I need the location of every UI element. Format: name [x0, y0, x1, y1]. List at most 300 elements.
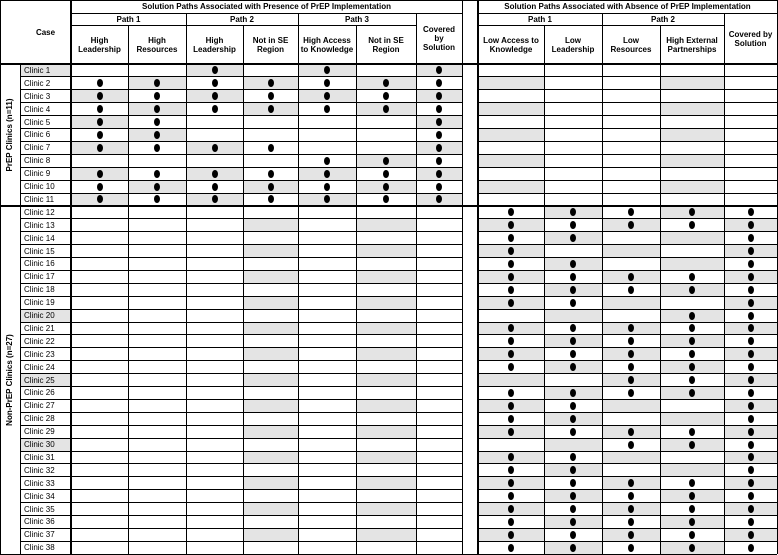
membership-dot — [748, 376, 754, 384]
shaded-cell — [660, 154, 724, 167]
shaded-cell — [356, 503, 416, 516]
membership-dot — [508, 363, 514, 371]
table-left-border — [0, 0, 1, 554]
membership-dot — [570, 518, 576, 526]
membership-dot — [748, 312, 754, 320]
membership-dot — [748, 350, 754, 358]
shaded-cell — [660, 412, 724, 425]
row-line — [20, 386, 462, 387]
membership-dot — [508, 234, 514, 242]
row-line — [478, 89, 777, 90]
membership-dot — [436, 79, 442, 87]
membership-dot — [212, 92, 218, 100]
row-line — [20, 89, 462, 90]
membership-dot — [508, 337, 514, 345]
membership-dot — [97, 105, 103, 113]
row-line — [20, 463, 462, 464]
table-top-border — [0, 0, 777, 1]
row-line — [20, 322, 462, 323]
membership-dot — [628, 441, 634, 449]
case-label: Clinic 6 — [24, 130, 51, 140]
row-line — [478, 412, 777, 413]
membership-dot — [436, 105, 442, 113]
row-line — [20, 283, 462, 284]
membership-dot — [154, 170, 160, 178]
row-line — [478, 515, 777, 516]
row-line — [478, 451, 777, 452]
shaded-cell — [243, 296, 298, 309]
left-column-header: Not in SE Region — [252, 35, 289, 54]
membership-dot — [383, 92, 389, 100]
case-label: Clinic 34 — [24, 491, 55, 501]
grid-line — [356, 25, 357, 554]
membership-dot — [268, 195, 274, 203]
row-line — [478, 244, 777, 245]
row-line — [20, 489, 462, 490]
membership-dot — [570, 544, 576, 552]
shaded-cell — [478, 129, 544, 142]
row-line — [478, 541, 777, 542]
shaded-cell — [356, 270, 416, 283]
membership-dot — [748, 363, 754, 371]
right-column-header: Covered by Solution — [728, 29, 773, 48]
membership-dot — [689, 441, 695, 449]
row-line — [478, 167, 777, 168]
membership-dot — [508, 428, 514, 436]
membership-dot — [508, 208, 514, 216]
case-label: Clinic 18 — [24, 285, 55, 295]
row-line — [478, 528, 777, 529]
membership-dot — [689, 376, 695, 384]
row-line — [478, 502, 777, 503]
case-header: Case — [35, 27, 56, 37]
membership-dot — [570, 350, 576, 358]
shaded-cell — [356, 322, 416, 335]
shaded-cell — [660, 77, 724, 90]
case-label: Clinic 14 — [24, 233, 55, 243]
grid-line — [128, 25, 129, 554]
membership-dot — [628, 389, 634, 397]
shaded-cell — [243, 245, 298, 258]
shaded-cell — [243, 219, 298, 232]
membership-dot — [628, 363, 634, 371]
membership-dot — [570, 299, 576, 307]
row-line — [478, 218, 777, 219]
shaded-cell — [243, 528, 298, 541]
membership-dot — [570, 415, 576, 423]
case-label: Clinic 35 — [24, 504, 55, 514]
shaded-cell — [478, 180, 544, 193]
row-line — [20, 218, 462, 219]
shaded-cell — [243, 348, 298, 361]
membership-dot — [383, 157, 389, 165]
membership-dot — [689, 324, 695, 332]
membership-dot — [97, 79, 103, 87]
shaded-cell — [356, 245, 416, 258]
membership-dot — [436, 183, 442, 191]
row-line — [20, 141, 462, 142]
row-line — [478, 334, 777, 335]
non-prep-group-label: Non-PrEP Clinics (n=27) — [5, 334, 15, 426]
shaded-cell — [660, 464, 724, 477]
left-column-header: High Leadership — [193, 35, 236, 54]
shaded-cell — [660, 232, 724, 245]
row-line — [478, 309, 777, 310]
row-line — [20, 502, 462, 503]
shaded-cell — [602, 245, 660, 258]
membership-dot — [748, 389, 754, 397]
table-right-border — [777, 0, 778, 554]
case-label: Clinic 1 — [24, 65, 51, 75]
membership-dot — [154, 183, 160, 191]
row-line — [20, 373, 462, 374]
case-label: Clinic 8 — [24, 156, 51, 166]
case-label: Clinic 33 — [24, 478, 55, 488]
row-line — [20, 193, 462, 194]
membership-dot — [628, 273, 634, 281]
membership-dot — [97, 92, 103, 100]
row-line — [478, 476, 777, 477]
row-line — [478, 463, 777, 464]
row-line — [478, 257, 777, 258]
shaded-cell — [356, 477, 416, 490]
membership-dot — [570, 453, 576, 461]
row-line — [20, 154, 462, 155]
grid-line — [243, 25, 244, 554]
membership-dot — [570, 324, 576, 332]
row-line — [20, 115, 462, 116]
membership-dot — [324, 79, 330, 87]
membership-dot — [154, 118, 160, 126]
row-line — [20, 347, 462, 348]
shaded-cell — [660, 129, 724, 142]
membership-dot — [748, 221, 754, 229]
shaded-cell — [243, 477, 298, 490]
membership-dot — [748, 247, 754, 255]
row-line — [20, 180, 462, 181]
membership-dot — [689, 531, 695, 539]
shaded-cell — [478, 77, 544, 90]
case-label: Clinic 30 — [24, 440, 55, 450]
membership-dot — [436, 131, 442, 139]
membership-dot — [383, 183, 389, 191]
shaded-cell — [660, 103, 724, 116]
case-label: Clinic 13 — [24, 220, 55, 230]
membership-dot — [212, 105, 218, 113]
membership-dot — [748, 453, 754, 461]
membership-dot — [689, 389, 695, 397]
membership-dot — [628, 428, 634, 436]
shaded-cell — [356, 451, 416, 464]
row-line — [478, 115, 777, 116]
membership-dot — [570, 428, 576, 436]
membership-dot — [508, 286, 514, 294]
row-line — [20, 334, 462, 335]
row-line — [20, 102, 462, 103]
shaded-cell — [660, 258, 724, 271]
case-label: Clinic 17 — [24, 272, 55, 282]
membership-dot — [689, 428, 695, 436]
membership-dot — [212, 195, 218, 203]
membership-dot — [436, 170, 442, 178]
right-path-header: Path 1 — [527, 14, 552, 24]
membership-dot — [689, 518, 695, 526]
case-label: Clinic 37 — [24, 530, 55, 540]
membership-dot — [508, 247, 514, 255]
shaded-cell — [602, 451, 660, 464]
membership-dot — [97, 144, 103, 152]
membership-dot — [570, 505, 576, 513]
membership-dot — [748, 544, 754, 552]
membership-dot — [570, 531, 576, 539]
row-line — [478, 180, 777, 181]
membership-dot — [268, 183, 274, 191]
shaded-cell — [243, 451, 298, 464]
left-path-header: Path 3 — [344, 14, 369, 24]
row-line — [478, 154, 777, 155]
membership-dot — [748, 531, 754, 539]
membership-dot — [436, 118, 442, 126]
membership-dot — [628, 544, 634, 552]
membership-dot — [508, 492, 514, 500]
left-path-header: Path 2 — [229, 14, 254, 24]
membership-dot — [748, 324, 754, 332]
right-path-header: Path 2 — [650, 14, 675, 24]
row-line — [20, 231, 462, 232]
left-path-header: Path 1 — [116, 14, 141, 24]
case-label: Clinic 29 — [24, 427, 55, 437]
left-column-header: High Leadership — [78, 35, 121, 54]
row-line — [20, 257, 462, 258]
membership-dot — [570, 260, 576, 268]
shaded-cell — [544, 309, 602, 322]
membership-dot — [97, 195, 103, 203]
shaded-cell — [243, 425, 298, 438]
row-line — [478, 76, 777, 77]
row-line — [478, 296, 777, 297]
shaded-cell — [478, 374, 544, 387]
row-line — [20, 425, 462, 426]
membership-dot — [628, 286, 634, 294]
row-line — [20, 528, 462, 529]
membership-dot — [689, 544, 695, 552]
row-line — [20, 167, 462, 168]
row-line — [478, 347, 777, 348]
membership-dot — [508, 544, 514, 552]
case-label: Clinic 11 — [24, 194, 55, 204]
membership-dot — [383, 195, 389, 203]
shaded-cell — [356, 528, 416, 541]
membership-dot — [628, 492, 634, 500]
shaded-cell — [356, 219, 416, 232]
row-line — [20, 476, 462, 477]
membership-dot — [748, 466, 754, 474]
row-line — [20, 399, 462, 400]
membership-dot — [324, 105, 330, 113]
membership-dot — [689, 221, 695, 229]
grid-line — [544, 25, 545, 554]
case-label: Clinic 25 — [24, 375, 55, 385]
membership-dot — [508, 505, 514, 513]
membership-dot — [383, 170, 389, 178]
membership-dot — [689, 505, 695, 513]
row-line — [478, 489, 777, 490]
membership-dot — [748, 518, 754, 526]
prep-group-label: PrEP Clinics (n=11) — [5, 98, 15, 172]
case-label: Clinic 31 — [24, 452, 55, 462]
row-line — [20, 515, 462, 516]
shaded-cell — [356, 425, 416, 438]
shaded-cell — [243, 270, 298, 283]
membership-dot — [748, 492, 754, 500]
case-label: Clinic 9 — [24, 169, 51, 179]
membership-dot — [689, 312, 695, 320]
membership-dot — [508, 531, 514, 539]
membership-dot — [154, 144, 160, 152]
shaded-cell — [356, 374, 416, 387]
membership-dot — [628, 337, 634, 345]
membership-dot — [748, 402, 754, 410]
case-label: Clinic 22 — [24, 336, 55, 346]
case-label: Clinic 38 — [24, 543, 55, 553]
membership-dot — [570, 286, 576, 294]
row-line — [478, 193, 777, 194]
membership-dot — [689, 286, 695, 294]
membership-dot — [570, 479, 576, 487]
shaded-cell — [478, 154, 544, 167]
membership-dot — [268, 79, 274, 87]
membership-dot — [628, 208, 634, 216]
row-line — [20, 76, 462, 77]
case-label: Clinic 28 — [24, 414, 55, 424]
membership-dot — [689, 350, 695, 358]
membership-dot — [97, 118, 103, 126]
row-line — [20, 309, 462, 310]
membership-dot — [748, 428, 754, 436]
case-label: Clinic 26 — [24, 388, 55, 398]
membership-dot — [748, 208, 754, 216]
row-line — [478, 399, 777, 400]
membership-dot — [212, 170, 218, 178]
membership-dot — [748, 299, 754, 307]
row-line — [478, 425, 777, 426]
membership-dot — [154, 195, 160, 203]
membership-dot — [628, 376, 634, 384]
grid-line — [462, 0, 463, 554]
row-line — [20, 541, 462, 542]
left-column-header: High Resources — [136, 35, 178, 54]
membership-dot — [689, 273, 695, 281]
row-line — [478, 270, 777, 271]
row-line — [478, 283, 777, 284]
membership-dot — [748, 286, 754, 294]
membership-dot — [508, 273, 514, 281]
shaded-cell — [243, 322, 298, 335]
case-label: Clinic 3 — [24, 91, 51, 101]
membership-dot — [689, 479, 695, 487]
row-line — [478, 141, 777, 142]
membership-dot — [748, 441, 754, 449]
right-column-header: High External Partnerships — [666, 35, 718, 54]
membership-dot — [628, 505, 634, 513]
shaded-cell — [243, 374, 298, 387]
case-label: Clinic 10 — [24, 182, 55, 192]
membership-dot — [268, 92, 274, 100]
membership-dot — [570, 273, 576, 281]
membership-dot — [212, 66, 218, 74]
case-label: Clinic 27 — [24, 401, 55, 411]
shaded-cell — [356, 296, 416, 309]
left-column-header: Not in SE Region — [368, 35, 404, 54]
membership-dot — [508, 518, 514, 526]
membership-dot — [748, 505, 754, 513]
right-column-header: Low Access to Knowledge — [483, 35, 539, 54]
membership-dot — [748, 260, 754, 268]
case-label: Clinic 23 — [24, 349, 55, 359]
case-label: Clinic 5 — [24, 117, 51, 127]
row-line — [478, 360, 777, 361]
membership-dot — [324, 170, 330, 178]
shaded-cell — [660, 180, 724, 193]
membership-dot — [508, 299, 514, 307]
membership-dot — [570, 221, 576, 229]
row-line — [20, 296, 462, 297]
case-label: Clinic 7 — [24, 143, 51, 153]
membership-dot — [212, 183, 218, 191]
case-label: Clinic 2 — [24, 78, 51, 88]
case-label: Clinic 4 — [24, 104, 51, 114]
row-line — [20, 244, 462, 245]
right-section-title: Solution Paths Associated with Absence of PrEP Implementation — [504, 2, 751, 11]
membership-dot — [748, 337, 754, 345]
left-section-title: Solution Paths Associated with Presence of PrEP Implementation — [142, 2, 391, 11]
shaded-cell — [544, 438, 602, 451]
case-label: Clinic 19 — [24, 298, 55, 308]
case-label: Clinic 32 — [24, 465, 55, 475]
membership-dot — [436, 157, 442, 165]
row-line — [20, 451, 462, 452]
left-column-header: Covered by Solution — [422, 25, 455, 52]
membership-dot — [628, 531, 634, 539]
shaded-cell — [478, 103, 544, 116]
membership-dot — [97, 183, 103, 191]
membership-dot — [324, 183, 330, 191]
membership-dot — [508, 260, 514, 268]
row-line — [478, 373, 777, 374]
case-label: Clinic 15 — [24, 246, 55, 256]
case-label: Clinic 16 — [24, 259, 55, 269]
membership-dot — [628, 518, 634, 526]
shaded-cell — [243, 503, 298, 516]
right-column-header: Low Leadership — [551, 35, 595, 54]
shaded-cell — [356, 399, 416, 412]
membership-dot — [212, 79, 218, 87]
grid-line — [660, 25, 661, 554]
membership-dot — [268, 144, 274, 152]
row-line — [478, 231, 777, 232]
membership-dot — [508, 402, 514, 410]
case-label: Clinic 21 — [24, 323, 55, 333]
membership-dot — [570, 389, 576, 397]
case-label: Clinic 36 — [24, 517, 55, 527]
membership-dot — [154, 131, 160, 139]
shaded-cell — [356, 348, 416, 361]
membership-dot — [748, 234, 754, 242]
row-line — [20, 270, 462, 271]
membership-dot — [508, 466, 514, 474]
membership-dot — [570, 402, 576, 410]
row-line — [478, 322, 777, 323]
